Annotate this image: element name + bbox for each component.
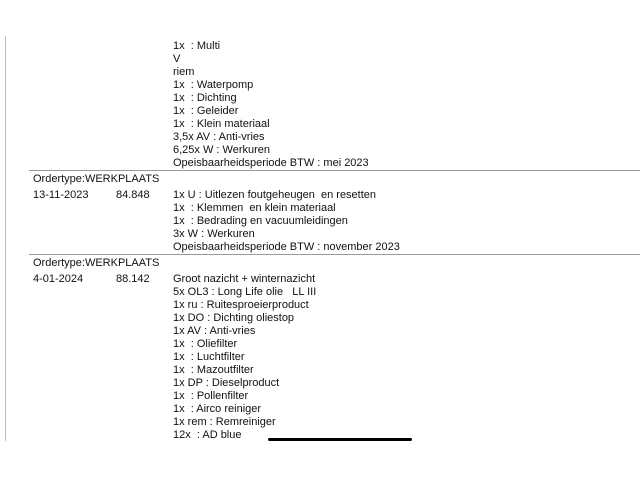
order-date: 4-01-2024 [33,273,84,285]
item-line: 1x DO : Dichting oliestop [173,312,295,324]
ordertype-label: Ordertype:WERKPLAATS [33,173,160,185]
item-line: 1x ru : Ruitesproeierproduct [173,299,309,311]
item-line: 6,25x W : Werkuren [173,144,270,156]
item-line: 5x OL3 : Long Life olie LL III [173,286,317,298]
mileage: 84.848 [116,189,150,201]
item-line: 1x : Geleider [173,105,239,117]
page-bottom-area [0,446,640,480]
vat-period-line: Opeisbaarheidsperiode BTW : november 2023 [173,241,400,253]
item-line: 1x : Oliefilter [173,338,238,350]
ordertype-label: Ordertype:WERKPLAATS [33,257,160,269]
item-line: 1x : Mazoutfilter [173,364,254,376]
item-line: 3x W : Werkuren [173,228,255,240]
item-line: 1x U : Uitlezen foutgeheugen en resetten [173,189,377,201]
item-line: V [173,53,181,65]
item-line: 1x : Bedrading en vacuumleidingen [173,215,348,227]
home-indicator[interactable] [268,438,412,441]
section-divider [29,254,640,255]
item-line: 1x : Luchtfilter [173,351,245,363]
item-line: 1x DP : Dieselproduct [173,377,280,389]
item-line: 1x : Klemmen en klein materiaal [173,202,336,214]
vat-period-line: Opeisbaarheidsperiode BTW : mei 2023 [173,157,369,169]
item-line: 1x AV : Anti-vries [173,325,256,337]
item-line: Groot nazicht + winternazicht [173,273,316,285]
item-line: 1x rem : Remreiniger [173,416,276,428]
item-line: 3,5x AV : Anti-vries [173,131,265,143]
item-line: 1x : Klein materiaal [173,118,270,130]
item-line: 1x : Airco reiniger [173,403,262,415]
section-divider [29,170,640,171]
item-line: 12x : AD blue [173,429,242,441]
item-line: riem [173,66,195,78]
order-date: 13-11-2023 [33,189,89,201]
mileage: 88.142 [116,273,150,285]
page-left-border [5,36,6,441]
item-line: 1x : Pollenfilter [173,390,249,402]
item-line: 1x : Multi [173,40,221,52]
item-line: 1x : Waterpomp [173,79,254,91]
item-line: 1x : Dichting [173,92,237,104]
